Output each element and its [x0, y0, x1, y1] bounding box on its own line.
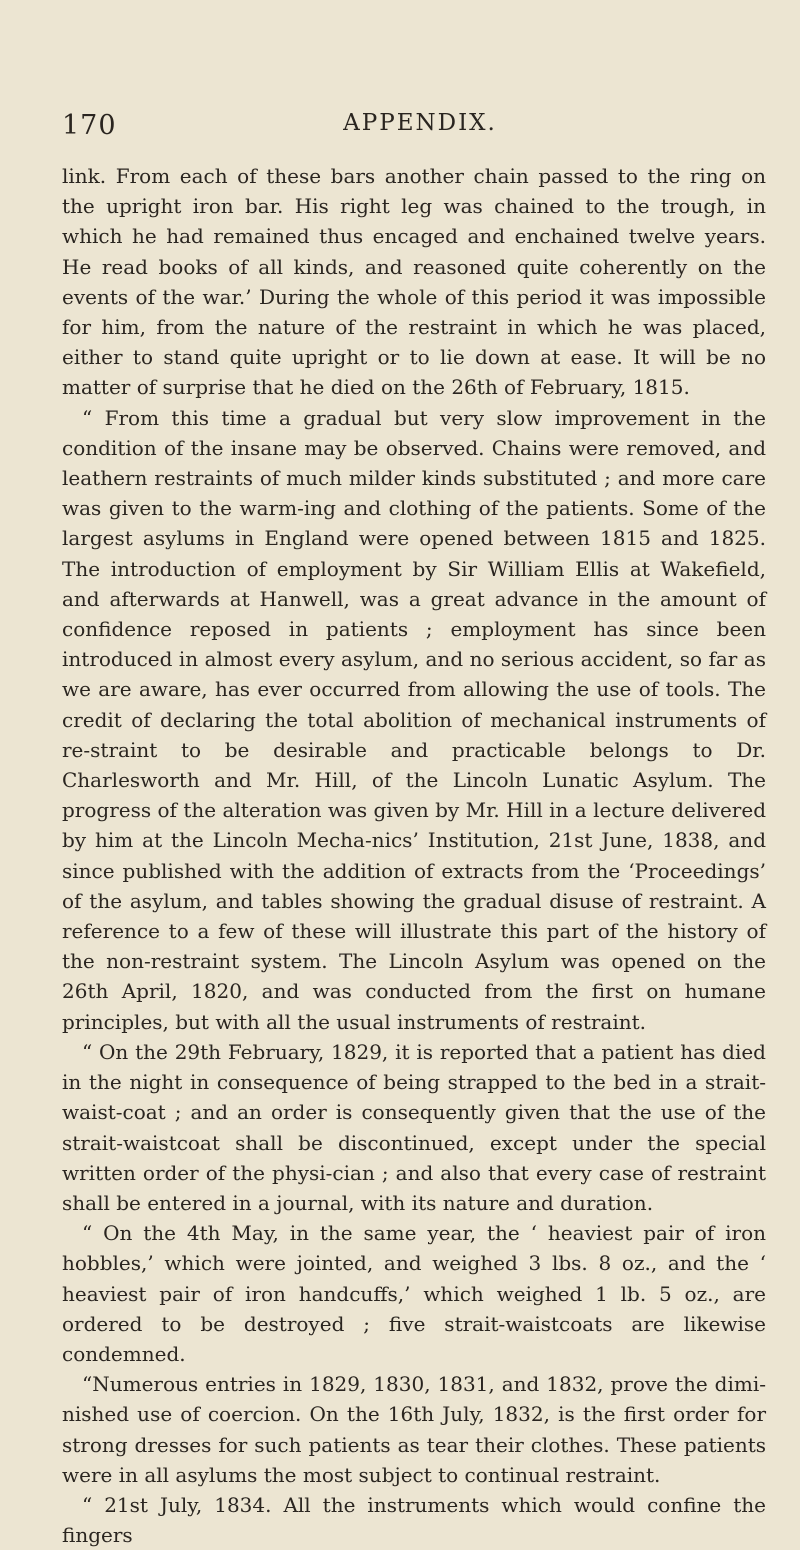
paragraph: “Numerous entries in 1829, 1830, 1831, and 1832, prove the dimi-nished use of coercion. On the 16th July, 1832, is the first order for strong dresses for such patients as tear their clothes. These patients were in all asylums the most subject to continual restraint.: [62, 1372, 766, 1487]
paragraph: “ From this time a gradual but very slow improvement in the condition of the insane may be observed. Chains were removed, and leathern restraints of much milder kinds substituted ; and more care was given to the warm-ing and clothing of the patients. Some of the largest asylums in England were opened between 1815 and 1825. The introduction of employment by Sir William Ellis at Wakefield, and afterwards at Hanwell, was a great advance in the amount of confidence reposed in patients ; employment has since been introduced in almost every asylum, and no serious accident, so far as we are aware, has ever occurred from allowing the use of tools. The credit of declaring the total abolition of mechanical instruments of re-straint to be desirable and practicable belongs to Dr. Charlesworth and Mr. Hill, of the Lincoln Lunatic Asylum. The progress of the alteration was given by Mr. Hill in a lecture delivered by him at the Lincoln Mecha-nics’ Institution, 21st June, 1838, and since published with the addition of extracts from the ‘Proceedings’ of the asylum, and tables showing the gradual disuse of restraint. A reference to a few of these will illustrate this part of the history of the non-restraint system. The Lincoln Asylum was opened on the 26th April, 1820, and was conducted from the first on humane principles, but with all the usual instruments of restraint.: [62, 405, 766, 1034]
body-text: [62, 161, 766, 1550]
paragraph: link. From each of these bars another chain passed to the ring on the upright iron bar. His right leg was chained to the trough, in which he had remained thus encaged and enchained twelve years. He read books of all kinds, and reasoned quite coherently on the events of the war.’ During the whole of this period it was impossible for him, from the nature of the restraint in which he was placed, either to stand quite upright or to lie down at ease. It will be no matter of surprise that he died on the 26th of February, 1815.: [62, 164, 766, 400]
running-head: APPENDIX.: [343, 110, 497, 136]
paragraph: “ On the 4th May, in the same year, the ‘ heaviest pair of iron hobbles,’ which were jointed, and weighed 3 lbs. 8 oz., and the ‘ heaviest pair of iron handcuffs,’ which weighed 1 lb. 5 oz., are ordered to be destroyed ; five strait-waistcoats are likewise condemned.: [62, 1221, 766, 1366]
paragraph: “ On the 29th February, 1829, it is reported that a patient has died in the night in consequence of being strapped to the bed in a strait-waist-coat ; and an order is consequently given that the use of the strait-waistcoat shall be discontinued, except under the special written order of the physi-cian ; and also that every case of restraint shall be entered in a journal, with its nature and duration.: [62, 1039, 766, 1215]
paragraph: “ 21st July, 1834. All the instruments which would confine the fingers: [62, 1492, 766, 1548]
page-number: 170: [62, 110, 117, 141]
